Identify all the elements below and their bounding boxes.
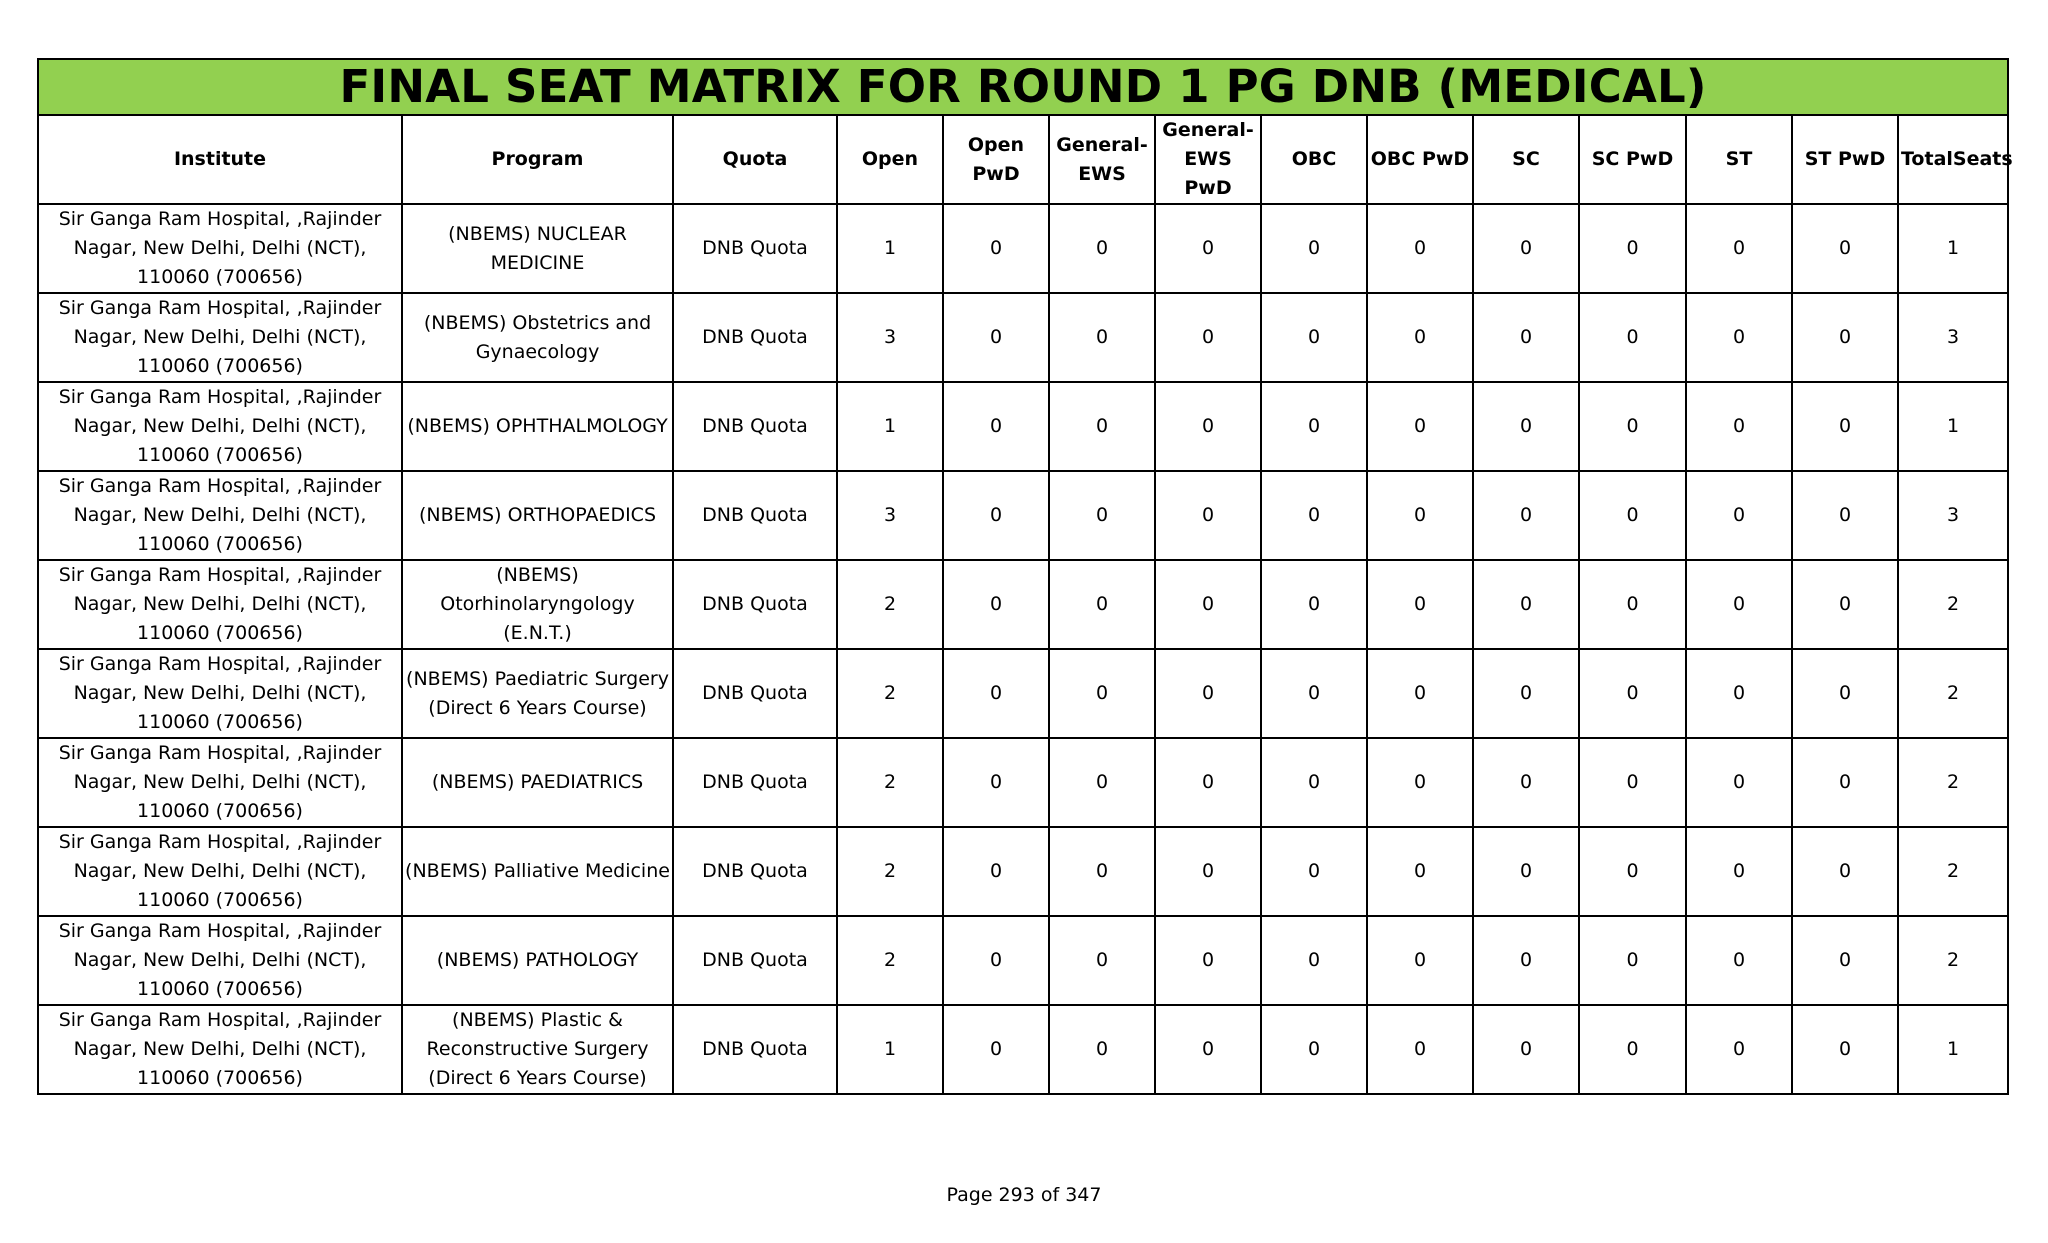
column-header: OBC PwD — [1367, 115, 1473, 204]
open-pwd-cell: 0 — [943, 916, 1049, 1005]
institute-cell: Sir Ganga Ram Hospital, ,Rajinder Nagar, New Delhi, Delhi (NCT), 110060 (700656) — [38, 738, 402, 827]
table-body — [38, 204, 2008, 1094]
seat-matrix-table — [37, 58, 2013, 1095]
general-ews-cell: 0 — [1049, 204, 1155, 293]
obc-cell: 0 — [1261, 827, 1367, 916]
st-pwd-cell: 0 — [1792, 649, 1898, 738]
open-cell: 1 — [837, 204, 943, 293]
open-cell: 2 — [837, 827, 943, 916]
program-cell: (NBEMS) Palliative Medicine — [402, 827, 673, 916]
table-row — [38, 738, 2008, 827]
st-cell: 0 — [1686, 471, 1792, 560]
sc-cell: 0 — [1473, 649, 1579, 738]
program-cell: (NBEMS) OPHTHALMOLOGY — [402, 382, 673, 471]
sc-pwd-cell: 0 — [1579, 382, 1686, 471]
sc-cell: 0 — [1473, 560, 1579, 649]
total-seats-cell: 2 — [1898, 827, 2008, 916]
general-ews-cell: 0 — [1049, 916, 1155, 1005]
obc-cell: 0 — [1261, 471, 1367, 560]
table-row — [38, 204, 2008, 293]
quota-cell: DNB Quota — [673, 560, 837, 649]
open-pwd-cell: 0 — [943, 471, 1049, 560]
column-header: General-EWS — [1049, 115, 1155, 204]
sc-pwd-cell: 0 — [1579, 1005, 1686, 1094]
program-cell: (NBEMS) NUCLEAR MEDICINE — [402, 204, 673, 293]
sc-pwd-cell: 0 — [1579, 827, 1686, 916]
column-header: TotalSeats — [1898, 115, 2008, 204]
header-row — [38, 115, 2008, 204]
general-ews-pwd-cell: 0 — [1155, 738, 1261, 827]
obc-pwd-cell: 0 — [1367, 560, 1473, 649]
total-seats-cell: 3 — [1898, 471, 2008, 560]
open-pwd-cell: 0 — [943, 204, 1049, 293]
total-seats-cell: 1 — [1898, 1005, 2008, 1094]
column-header: SC PwD — [1579, 115, 1686, 204]
st-cell: 0 — [1686, 649, 1792, 738]
sc-cell: 0 — [1473, 827, 1579, 916]
sc-cell: 0 — [1473, 738, 1579, 827]
open-cell: 1 — [837, 382, 943, 471]
quota-cell: DNB Quota — [673, 293, 837, 382]
institute-cell: Sir Ganga Ram Hospital, ,Rajinder Nagar, New Delhi, Delhi (NCT), 110060 (700656) — [38, 560, 402, 649]
obc-pwd-cell: 0 — [1367, 649, 1473, 738]
total-seats-cell: 2 — [1898, 916, 2008, 1005]
table-row — [38, 560, 2008, 649]
general-ews-cell: 0 — [1049, 560, 1155, 649]
obc-pwd-cell: 0 — [1367, 293, 1473, 382]
obc-pwd-cell: 0 — [1367, 471, 1473, 560]
general-ews-pwd-cell: 0 — [1155, 827, 1261, 916]
table-row — [38, 827, 2008, 916]
st-cell: 0 — [1686, 827, 1792, 916]
st-pwd-cell: 0 — [1792, 471, 1898, 560]
total-seats-cell: 2 — [1898, 560, 2008, 649]
column-header: Quota — [673, 115, 837, 204]
program-cell: (NBEMS) PAEDIATRICS — [402, 738, 673, 827]
sc-cell: 0 — [1473, 471, 1579, 560]
quota-cell: DNB Quota — [673, 738, 837, 827]
quota-cell: DNB Quota — [673, 471, 837, 560]
column-header: OBC — [1261, 115, 1367, 204]
open-pwd-cell: 0 — [943, 738, 1049, 827]
general-ews-pwd-cell: 0 — [1155, 204, 1261, 293]
open-cell: 1 — [837, 1005, 943, 1094]
open-pwd-cell: 0 — [943, 293, 1049, 382]
general-ews-cell: 0 — [1049, 649, 1155, 738]
general-ews-pwd-cell: 0 — [1155, 1005, 1261, 1094]
quota-cell: DNB Quota — [673, 1005, 837, 1094]
general-ews-pwd-cell: 0 — [1155, 916, 1261, 1005]
table-row — [38, 293, 2008, 382]
table-row — [38, 1005, 2008, 1094]
institute-cell: Sir Ganga Ram Hospital, ,Rajinder Nagar, New Delhi, Delhi (NCT), 110060 (700656) — [38, 471, 402, 560]
seat-matrix-page — [37, 58, 2013, 1095]
table-row — [38, 916, 2008, 1005]
obc-cell: 0 — [1261, 560, 1367, 649]
quota-cell: DNB Quota — [673, 827, 837, 916]
obc-cell: 0 — [1261, 649, 1367, 738]
sc-pwd-cell: 0 — [1579, 204, 1686, 293]
st-cell: 0 — [1686, 560, 1792, 649]
program-cell: (NBEMS) Paediatric Surgery (Direct 6 Years Course) — [402, 649, 673, 738]
institute-cell: Sir Ganga Ram Hospital, ,Rajinder Nagar, New Delhi, Delhi (NCT), 110060 (700656) — [38, 649, 402, 738]
sc-cell: 0 — [1473, 293, 1579, 382]
sc-pwd-cell: 0 — [1579, 916, 1686, 1005]
sc-pwd-cell: 0 — [1579, 471, 1686, 560]
institute-cell: Sir Ganga Ram Hospital, ,Rajinder Nagar, New Delhi, Delhi (NCT), 110060 (700656) — [38, 293, 402, 382]
column-header: Institute — [38, 115, 402, 204]
total-seats-cell: 2 — [1898, 649, 2008, 738]
general-ews-pwd-cell: 0 — [1155, 382, 1261, 471]
general-ews-pwd-cell: 0 — [1155, 293, 1261, 382]
general-ews-cell: 0 — [1049, 1005, 1155, 1094]
table-row — [38, 382, 2008, 471]
program-cell: (NBEMS) PATHOLOGY — [402, 916, 673, 1005]
institute-cell: Sir Ganga Ram Hospital, ,Rajinder Nagar, New Delhi, Delhi (NCT), 110060 (700656) — [38, 204, 402, 293]
total-seats-cell: 3 — [1898, 293, 2008, 382]
general-ews-pwd-cell: 0 — [1155, 560, 1261, 649]
general-ews-cell: 0 — [1049, 471, 1155, 560]
table-title: FINAL SEAT MATRIX FOR ROUND 1 PG DNB (MEDICAL) — [38, 59, 2008, 115]
column-header: Open PwD — [943, 115, 1049, 204]
st-pwd-cell: 0 — [1792, 560, 1898, 649]
st-cell: 0 — [1686, 293, 1792, 382]
column-header: Program — [402, 115, 673, 204]
st-pwd-cell: 0 — [1792, 1005, 1898, 1094]
general-ews-pwd-cell: 0 — [1155, 471, 1261, 560]
program-cell: (NBEMS) Otorhinolaryngology (E.N.T.) — [402, 560, 673, 649]
obc-cell: 0 — [1261, 1005, 1367, 1094]
institute-cell: Sir Ganga Ram Hospital, ,Rajinder Nagar, New Delhi, Delhi (NCT), 110060 (700656) — [38, 916, 402, 1005]
open-pwd-cell: 0 — [943, 382, 1049, 471]
st-pwd-cell: 0 — [1792, 382, 1898, 471]
sc-pwd-cell: 0 — [1579, 738, 1686, 827]
table-row — [38, 649, 2008, 738]
general-ews-pwd-cell: 0 — [1155, 649, 1261, 738]
open-cell: 2 — [837, 649, 943, 738]
st-cell: 0 — [1686, 738, 1792, 827]
program-cell: (NBEMS) Plastic & Reconstructive Surgery (Direct 6 Years Course) — [402, 1005, 673, 1094]
sc-cell: 0 — [1473, 916, 1579, 1005]
sc-cell: 0 — [1473, 204, 1579, 293]
total-seats-cell: 1 — [1898, 382, 2008, 471]
obc-cell: 0 — [1261, 382, 1367, 471]
program-cell: (NBEMS) ORTHOPAEDICS — [402, 471, 673, 560]
sc-pwd-cell: 0 — [1579, 293, 1686, 382]
open-cell: 3 — [837, 471, 943, 560]
obc-pwd-cell: 0 — [1367, 382, 1473, 471]
st-pwd-cell: 0 — [1792, 204, 1898, 293]
institute-cell: Sir Ganga Ram Hospital, ,Rajinder Nagar, New Delhi, Delhi (NCT), 110060 (700656) — [38, 382, 402, 471]
general-ews-cell: 0 — [1049, 738, 1155, 827]
general-ews-cell: 0 — [1049, 827, 1155, 916]
quota-cell: DNB Quota — [673, 649, 837, 738]
obc-pwd-cell: 0 — [1367, 204, 1473, 293]
open-pwd-cell: 0 — [943, 560, 1049, 649]
open-pwd-cell: 0 — [943, 1005, 1049, 1094]
obc-pwd-cell: 0 — [1367, 738, 1473, 827]
column-header: Open — [837, 115, 943, 204]
obc-pwd-cell: 0 — [1367, 827, 1473, 916]
st-cell: 0 — [1686, 382, 1792, 471]
open-cell: 2 — [837, 738, 943, 827]
obc-pwd-cell: 0 — [1367, 1005, 1473, 1094]
open-cell: 3 — [837, 293, 943, 382]
st-cell: 0 — [1686, 204, 1792, 293]
total-seats-cell: 2 — [1898, 738, 2008, 827]
st-pwd-cell: 0 — [1792, 916, 1898, 1005]
column-header: ST PwD — [1792, 115, 1898, 204]
general-ews-cell: 0 — [1049, 293, 1155, 382]
st-pwd-cell: 0 — [1792, 738, 1898, 827]
quota-cell: DNB Quota — [673, 916, 837, 1005]
program-cell: (NBEMS) Obstetrics and Gynaecology — [402, 293, 673, 382]
quota-cell: DNB Quota — [673, 204, 837, 293]
general-ews-cell: 0 — [1049, 382, 1155, 471]
quota-cell: DNB Quota — [673, 382, 837, 471]
institute-cell: Sir Ganga Ram Hospital, ,Rajinder Nagar, New Delhi, Delhi (NCT), 110060 (700656) — [38, 1005, 402, 1094]
sc-cell: 0 — [1473, 1005, 1579, 1094]
open-pwd-cell: 0 — [943, 827, 1049, 916]
obc-pwd-cell: 0 — [1367, 916, 1473, 1005]
column-header: SC — [1473, 115, 1579, 204]
st-pwd-cell: 0 — [1792, 827, 1898, 916]
sc-cell: 0 — [1473, 382, 1579, 471]
sc-pwd-cell: 0 — [1579, 560, 1686, 649]
column-header: ST — [1686, 115, 1792, 204]
table-row — [38, 471, 2008, 560]
obc-cell: 0 — [1261, 916, 1367, 1005]
column-header: General-EWS PwD — [1155, 115, 1261, 204]
st-cell: 0 — [1686, 1005, 1792, 1094]
total-seats-cell: 1 — [1898, 204, 2008, 293]
obc-cell: 0 — [1261, 293, 1367, 382]
open-pwd-cell: 0 — [943, 649, 1049, 738]
open-cell: 2 — [837, 560, 943, 649]
institute-cell: Sir Ganga Ram Hospital, ,Rajinder Nagar, New Delhi, Delhi (NCT), 110060 (700656) — [38, 827, 402, 916]
page-number: Page 293 of 347 — [946, 1184, 1102, 1206]
obc-cell: 0 — [1261, 204, 1367, 293]
st-pwd-cell: 0 — [1792, 293, 1898, 382]
open-cell: 2 — [837, 916, 943, 1005]
st-cell: 0 — [1686, 916, 1792, 1005]
obc-cell: 0 — [1261, 738, 1367, 827]
sc-pwd-cell: 0 — [1579, 649, 1686, 738]
